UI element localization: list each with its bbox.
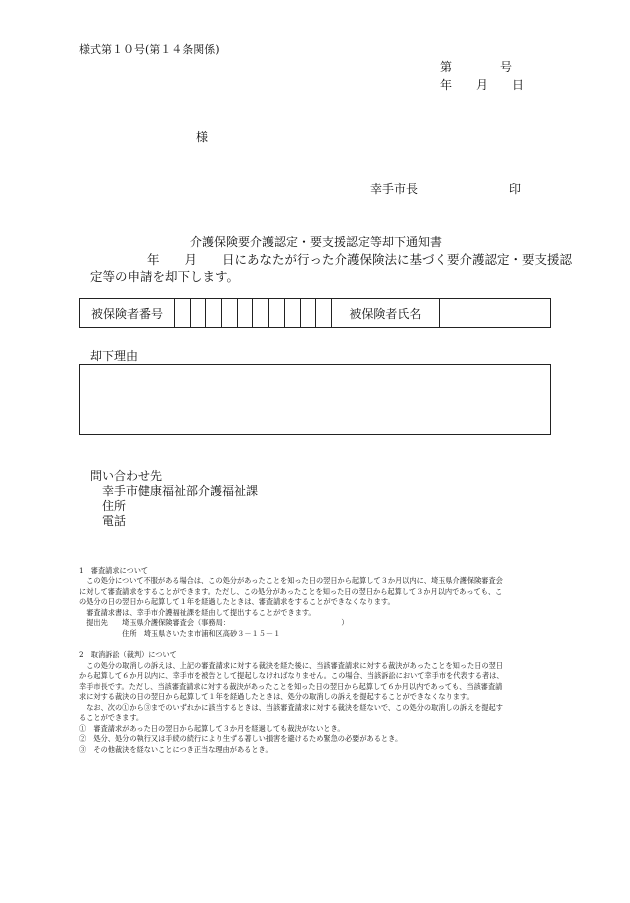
insured-name-label: 被保険者氏名 [332, 299, 440, 327]
insured-number-digit[interactable] [206, 299, 222, 327]
insured-number-digit[interactable] [269, 299, 285, 327]
insured-table [79, 298, 551, 328]
note-litigation-line: 求に対する裁決の日の翌日から起算して１年を経過したときは、処分の取消しの訴えを提起することができなくなります。 [79, 692, 474, 701]
form-number: 様式第１０号(第１４条関係) [79, 43, 220, 56]
note-litigation-line: ることができます。 [79, 713, 144, 722]
insured-number-digit[interactable] [238, 299, 254, 327]
note-litigation-heading: 2 取消訴訟（裁判）について [79, 650, 177, 659]
seal-mark: 印 [509, 182, 522, 196]
insured-number-digit[interactable] [301, 299, 317, 327]
contact-phone-label: 電話 [102, 514, 127, 528]
reason-label: 却下理由 [90, 349, 139, 363]
insured-number-digit[interactable] [285, 299, 301, 327]
note-review-line: の処分の日の翌日から起算して１年を経過したときは、審査請求をすることができなくなります。 [79, 597, 395, 606]
note-litigation-line: ① 審査請求があった日の翌日から起算して３か月を経過しても裁決がないとき。 [79, 723, 345, 733]
contact-address-label: 住所 [102, 499, 127, 513]
reason-box[interactable] [79, 364, 551, 435]
insured-number-digit[interactable] [222, 299, 238, 327]
insured-number-digit[interactable] [253, 299, 269, 327]
note-review-line: 住所 埼玉県さいたま市浦和区高砂３－１５－１ [79, 628, 281, 638]
note-litigation-line: 幸手市長です。ただし、当該審査請求に対する裁決があったことを知った日の翌日から起算して６か月以内であっても、当該審査請 [79, 681, 503, 691]
insured-number-digit[interactable] [316, 299, 332, 327]
contact-label: 問い合わせ先 [90, 469, 163, 483]
note-review-line: 提出先 埼玉県介護保険審査会（事務局： ） [79, 618, 349, 627]
note-litigation-line: この処分の取消しの訴えは、上記の審査請求に対する裁決を経た後に、当該審査請求に対する裁決があったことを知った日の翌日 [79, 660, 503, 670]
note-review-line: 審査請求書は、幸手市介護福祉課を経由して提出することができます。 [79, 607, 316, 617]
addressee-suffix: 様 [196, 130, 209, 144]
insured-name-field[interactable] [440, 299, 550, 327]
note-litigation-line: から起算して６か月以内に、幸手市を被告として提起しなければなりません。この場合、当該訴訟において幸手市を代表する者は、 [79, 671, 504, 680]
note-litigation-line: なお、次の①から③までのいずれかに該当するときは、当該審査請求に対する裁決を経ないで、この処分の取消しの訴えを提起す [79, 702, 503, 712]
body-line-1: 年 月 日にあなたが行った介護保険法に基づく要介護認定・要支援認 [147, 252, 573, 267]
note-review-line: この処分について不服がある場合は、この処分があったことを知った日の翌日から起算して３か月以内に、埼玉県介護保険審査会 [79, 576, 503, 585]
insured-number-label: 被保険者番号 [80, 299, 175, 327]
contact-department: 幸手市健康福祉部介護福祉課 [102, 484, 259, 498]
issue-date: 年 月 日 [440, 78, 525, 92]
document-number: 第 号 [440, 60, 513, 74]
note-litigation-line: ③ その他裁決を経ないことにつき正当な理由があるとき。 [79, 744, 273, 754]
note-litigation-line: ② 処分、処分の執行又は手続の続行により生ずる著しい損害を避けるため緊急の必要があるとき。 [79, 734, 403, 743]
note-review-heading: 1 審査請求について [79, 566, 149, 575]
document-title: 介護保険要介護認定・要支援認定等却下通知書 [190, 235, 443, 249]
body-line-2: 定等の申請を却下します。 [90, 269, 240, 284]
issuer-name: 幸手市長 [370, 182, 419, 196]
insured-number-digit[interactable] [191, 299, 207, 327]
note-review-line: に対して審査請求をすることができます。ただし、この処分があったことを知った日の翌日から起算して３か月以内であっても、こ [79, 586, 503, 596]
insured-number-digit[interactable] [175, 299, 191, 327]
